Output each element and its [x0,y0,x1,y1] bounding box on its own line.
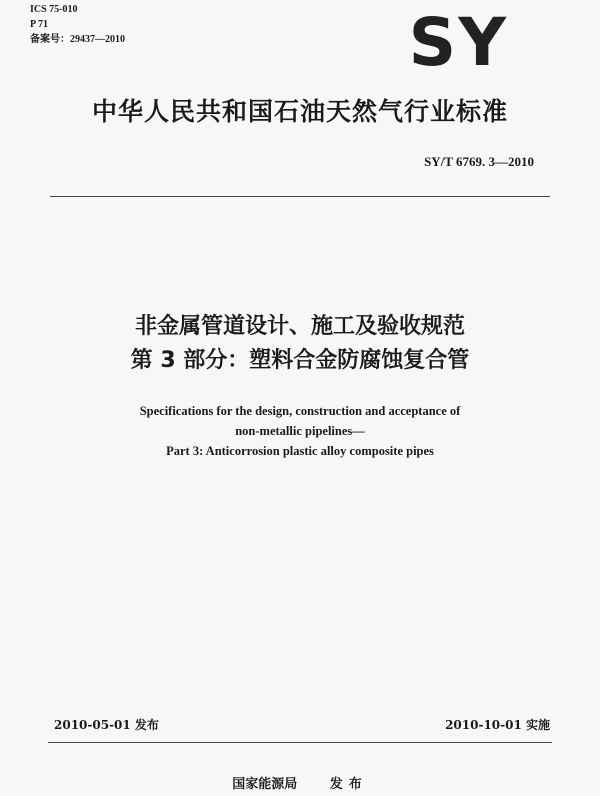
english-title [0,401,600,461]
chinese-title-line-1: 非金属管道设计、施工及验收规范 [134,314,465,339]
header-divider [50,196,550,197]
english-title-line-2: non-metallic pipelines— [235,424,365,438]
implementation-date: 2010-10-01 实施 [445,718,550,732]
ics-code: ICS 75-010 [30,4,78,15]
chinese-title-line-2: 第 3 部分：塑料合金防腐蚀复合管 [130,348,470,373]
issue-date: 2010-05-01 发布 [54,718,159,732]
publisher-line [0,773,600,792]
classification-block [30,2,125,47]
chinese-title [0,310,600,378]
record-number: 备案号：29437—2010 [30,34,125,45]
standard-number: SY/T 6769. 3—2010 [424,154,534,169]
standard-category-title: 中华人民共和国石油天然气行业标准 [91,97,508,126]
ccs-code: P 71 [30,19,49,30]
publisher-action: 发布 [329,777,368,792]
publisher-name: 国家能源局 [232,777,298,792]
english-title-line-1: Specifications for the design, construction and acceptance of [139,404,461,418]
footer-divider [48,742,552,743]
sy-logo: SY [408,4,508,81]
english-title-line-3: Part 3: Anticorrosion plastic alloy composite pipes [166,444,434,458]
